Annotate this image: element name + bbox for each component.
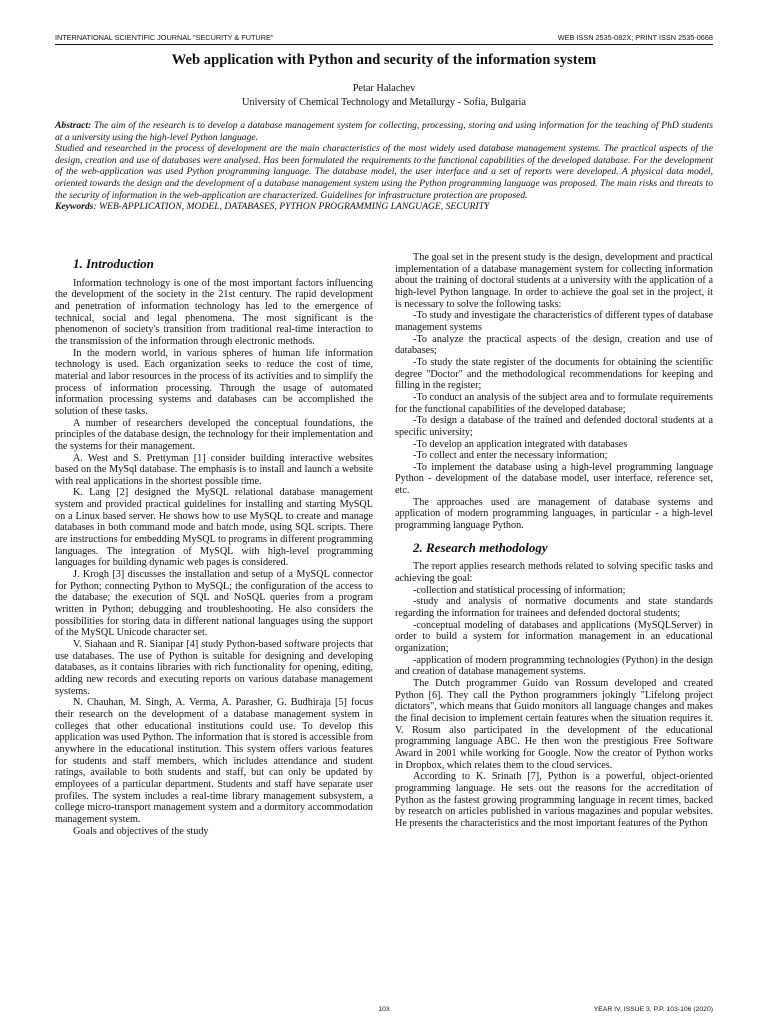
section-heading-research-methodology: 2. Research methodology <box>413 539 548 555</box>
method-item: -application of modern programming technologies (Python) in the design and creation of database management systems. <box>395 654 713 678</box>
task-item: -To analyze the practical aspects of the design, creation and use of databases; <box>395 333 713 357</box>
paragraph: Goals and objectives of the study <box>73 825 209 837</box>
keywords-line <box>55 201 713 213</box>
paragraph: N. Chauhan, M. Singh, A. Verma, A. Parasher, G. Budhiraja [5] focus their research on the development of a database management system in colleges that other educational institutions could use. To develop this application was used Python. The information that is stored is accessible from anywhere in the educational institution. This system offers various features for students and staff members, which includes attendance and student ratings, available to both students and staff, but can only be updated by employees of a particular department. Students and staff have separate user profiles. The system includes a real-time library management subsystem, a college micro-transport management system and a dormitory accommodation management system. <box>55 697 373 825</box>
task-item: -To implement the database using a high-level programming language Python - development of the database model, user interface, reference set, etc. <box>395 461 713 497</box>
abstract-text-1: The aim of the research is to develop a database management system for collecting, processing, storing and using information for the teaching of PhD students at a university using the high-level Python language. <box>55 120 713 143</box>
task-item: -To study the state register of the documents for obtaining the scientific degree "Doctor" and the methodological recommendations for keeping and filling in the register; <box>395 356 713 392</box>
task-item: -To design a database of the trained and defended doctoral students at a specific university; <box>395 415 713 438</box>
paragraph: V. Siahaan and R. Sianipar [4] study Python-based software projects that use databases. The use of Python is suitable for designing and developing databases, as it contains libraries with rich functionality for opening, editing, adding new records and executing reports on various database management systems. <box>55 639 373 697</box>
paragraph: According to K. Srinath [7], Python is a powerful, object-oriented programming language. He sets out the reasons for the accreditation of Python as the fastest growing programming language in recent times, backed by research on articles published in various magazines and popular websites. He presents the characteristics and the most important features of the Python <box>395 771 713 829</box>
author-block <box>40 82 728 109</box>
task-item: -To conduct an analysis of the subject area and to formulate requirements for the functional capabilities of the developed database; <box>395 391 713 415</box>
journal-name: INTERNATIONAL SCIENTIFIC JOURNAL "SECURITY & FUTURE" <box>55 33 274 42</box>
paragraph: The Dutch programmer Guido van Rossum developed and created Python [6]. They call the Python programmers jokingly "Lifelong project dictators", which means that Guido monitors all language changes and makes the final decision to implement certain features when the situation requires it. V. Rosum also participated in the development of the educational programming language ABC. He then won the prestigious Free Software Award in 2001 while working for Google. Now the creator of Python works in Dropbox, which relates them to the cloud services. <box>395 677 713 771</box>
keywords-label: Keywords <box>55 201 94 213</box>
right-column <box>395 252 713 830</box>
task-item: -To collect and enter the necessary information; <box>413 450 608 462</box>
task-item: -To study and investigate the characteristics of different types of database management systems <box>395 310 713 333</box>
paragraph: A. West and S. Prettyman [1] consider building interactive websites based on the MySql database. The emphasis is to install and launch a website with real applications in the shortest possible time. <box>55 452 373 487</box>
abstract-para-1 <box>55 120 713 143</box>
keywords-text: : WEB-APPLICATION, MODEL, DATABASES, PYTHON PROGRAMMING LANGUAGE, SECURITY <box>93 201 490 213</box>
page-number: 103 <box>378 1006 390 1013</box>
paragraph: Information technology is one of the most important factors influencing the development of the society in the 21st century. The rapid development and penetration of information technology has led to the emergence of technical, social and legal phenomena. The most significant is the phenomenon of society's transition from traditional real-time interaction to the transmission of the information through electronic methods. <box>55 277 373 347</box>
paragraph: The goal set in the present study is the design, development and practical implementation of a database management system for collecting information about the training of doctoral students at a university with the application of a high-level Python language. In order to achieve the goal set in the project, it is necessary to solve the following tasks: <box>395 252 713 310</box>
abstract <box>55 120 713 213</box>
paragraph: In the modern world, in various spheres of human life information technology is used. Each organization seeks to reduce the cost of time, material and labor resources in the process of its activities and to simplify the process of information processing. Through the usage of automated information processing systems and databases can be accomplished the solution of these tasks. <box>55 347 373 417</box>
paragraph: J. Krogh [3] discusses the installation and setup of a MySQL connector for Python; connecting Python to MySQL; the configuration of the access to the database; the execution of SQL and NoSQL queries from a program written in Python; debugging and troubleshooting. He also considers the possibilities for storing data in different national languages using the support of the MySQL Unicode character set. <box>55 569 373 639</box>
running-header <box>55 33 713 45</box>
left-column <box>55 252 373 837</box>
paper-title: Web application with Python and security of the information system <box>171 52 597 68</box>
section-heading-introduction: 1. Introduction <box>73 256 154 271</box>
paragraph: A number of researchers developed the conceptual foundations, the principles of the database design, the technology for their implementation and the systems for their management. <box>55 417 373 452</box>
method-item: -conceptual modeling of databases and applications (MySQLServer) in order to build a system for information management in an educational organization; <box>395 619 713 654</box>
abstract-text-2: Studied and researched in the process of development are the main characteristics of the most widely used database management systems. The practical aspects of the design, creation and use of databases were analysed. Has been formulated the requirements to the functional capabilities of the developed database. For the development of the web-application was used Python programming language. The database model, the user interface and a set of reports were developed. A physical data model, oriented towards the design and the development of a database management system using the Python programming language was proposed. The main risks and threats to the security of information in the web-application are characterized. Guidelines for infrastructure protection are proposed. <box>55 143 713 201</box>
paragraph: K. Lang [2] designed the MySQL relational database management system and provided practical guidelines for installing and starting MySQL on a Linux based server. He shows how to use MySQL to create and manage databases in both command mode and batch mode, using SQL scripts. There are instructions for embedding MySQL to programs in different programming languages. The integration of MySQL with high-level programming languages for building dynamic web pages is considered. <box>55 487 373 569</box>
method-item: -study and analysis of normative documents and state standards regarding the information for trainees and defended doctoral students; <box>395 596 713 620</box>
method-item: -collection and statistical processing of information; <box>413 584 626 596</box>
abstract-label: Abstract: <box>55 120 92 131</box>
paragraph: The approaches used are management of database systems and application of modern programming languages, in particular - a high-level programming language Python. <box>395 496 713 532</box>
issn-line: WEB ISSN 2535-082X; PRINT ISSN 2535-0668 <box>557 33 713 42</box>
task-item: -To develop an application integrated with databases <box>413 438 628 450</box>
paragraph: The report applies research methods related to solving specific tasks and achieving the goal: <box>395 561 713 585</box>
issue-info: YEAR IV, ISSUE 3, P.P. 103-106 (2020) <box>593 1006 713 1013</box>
author-name: Petar Halachev <box>352 83 416 94</box>
author-affiliation: University of Chemical Technology and Metallurgy - Sofia, Bulgaria <box>241 96 526 108</box>
